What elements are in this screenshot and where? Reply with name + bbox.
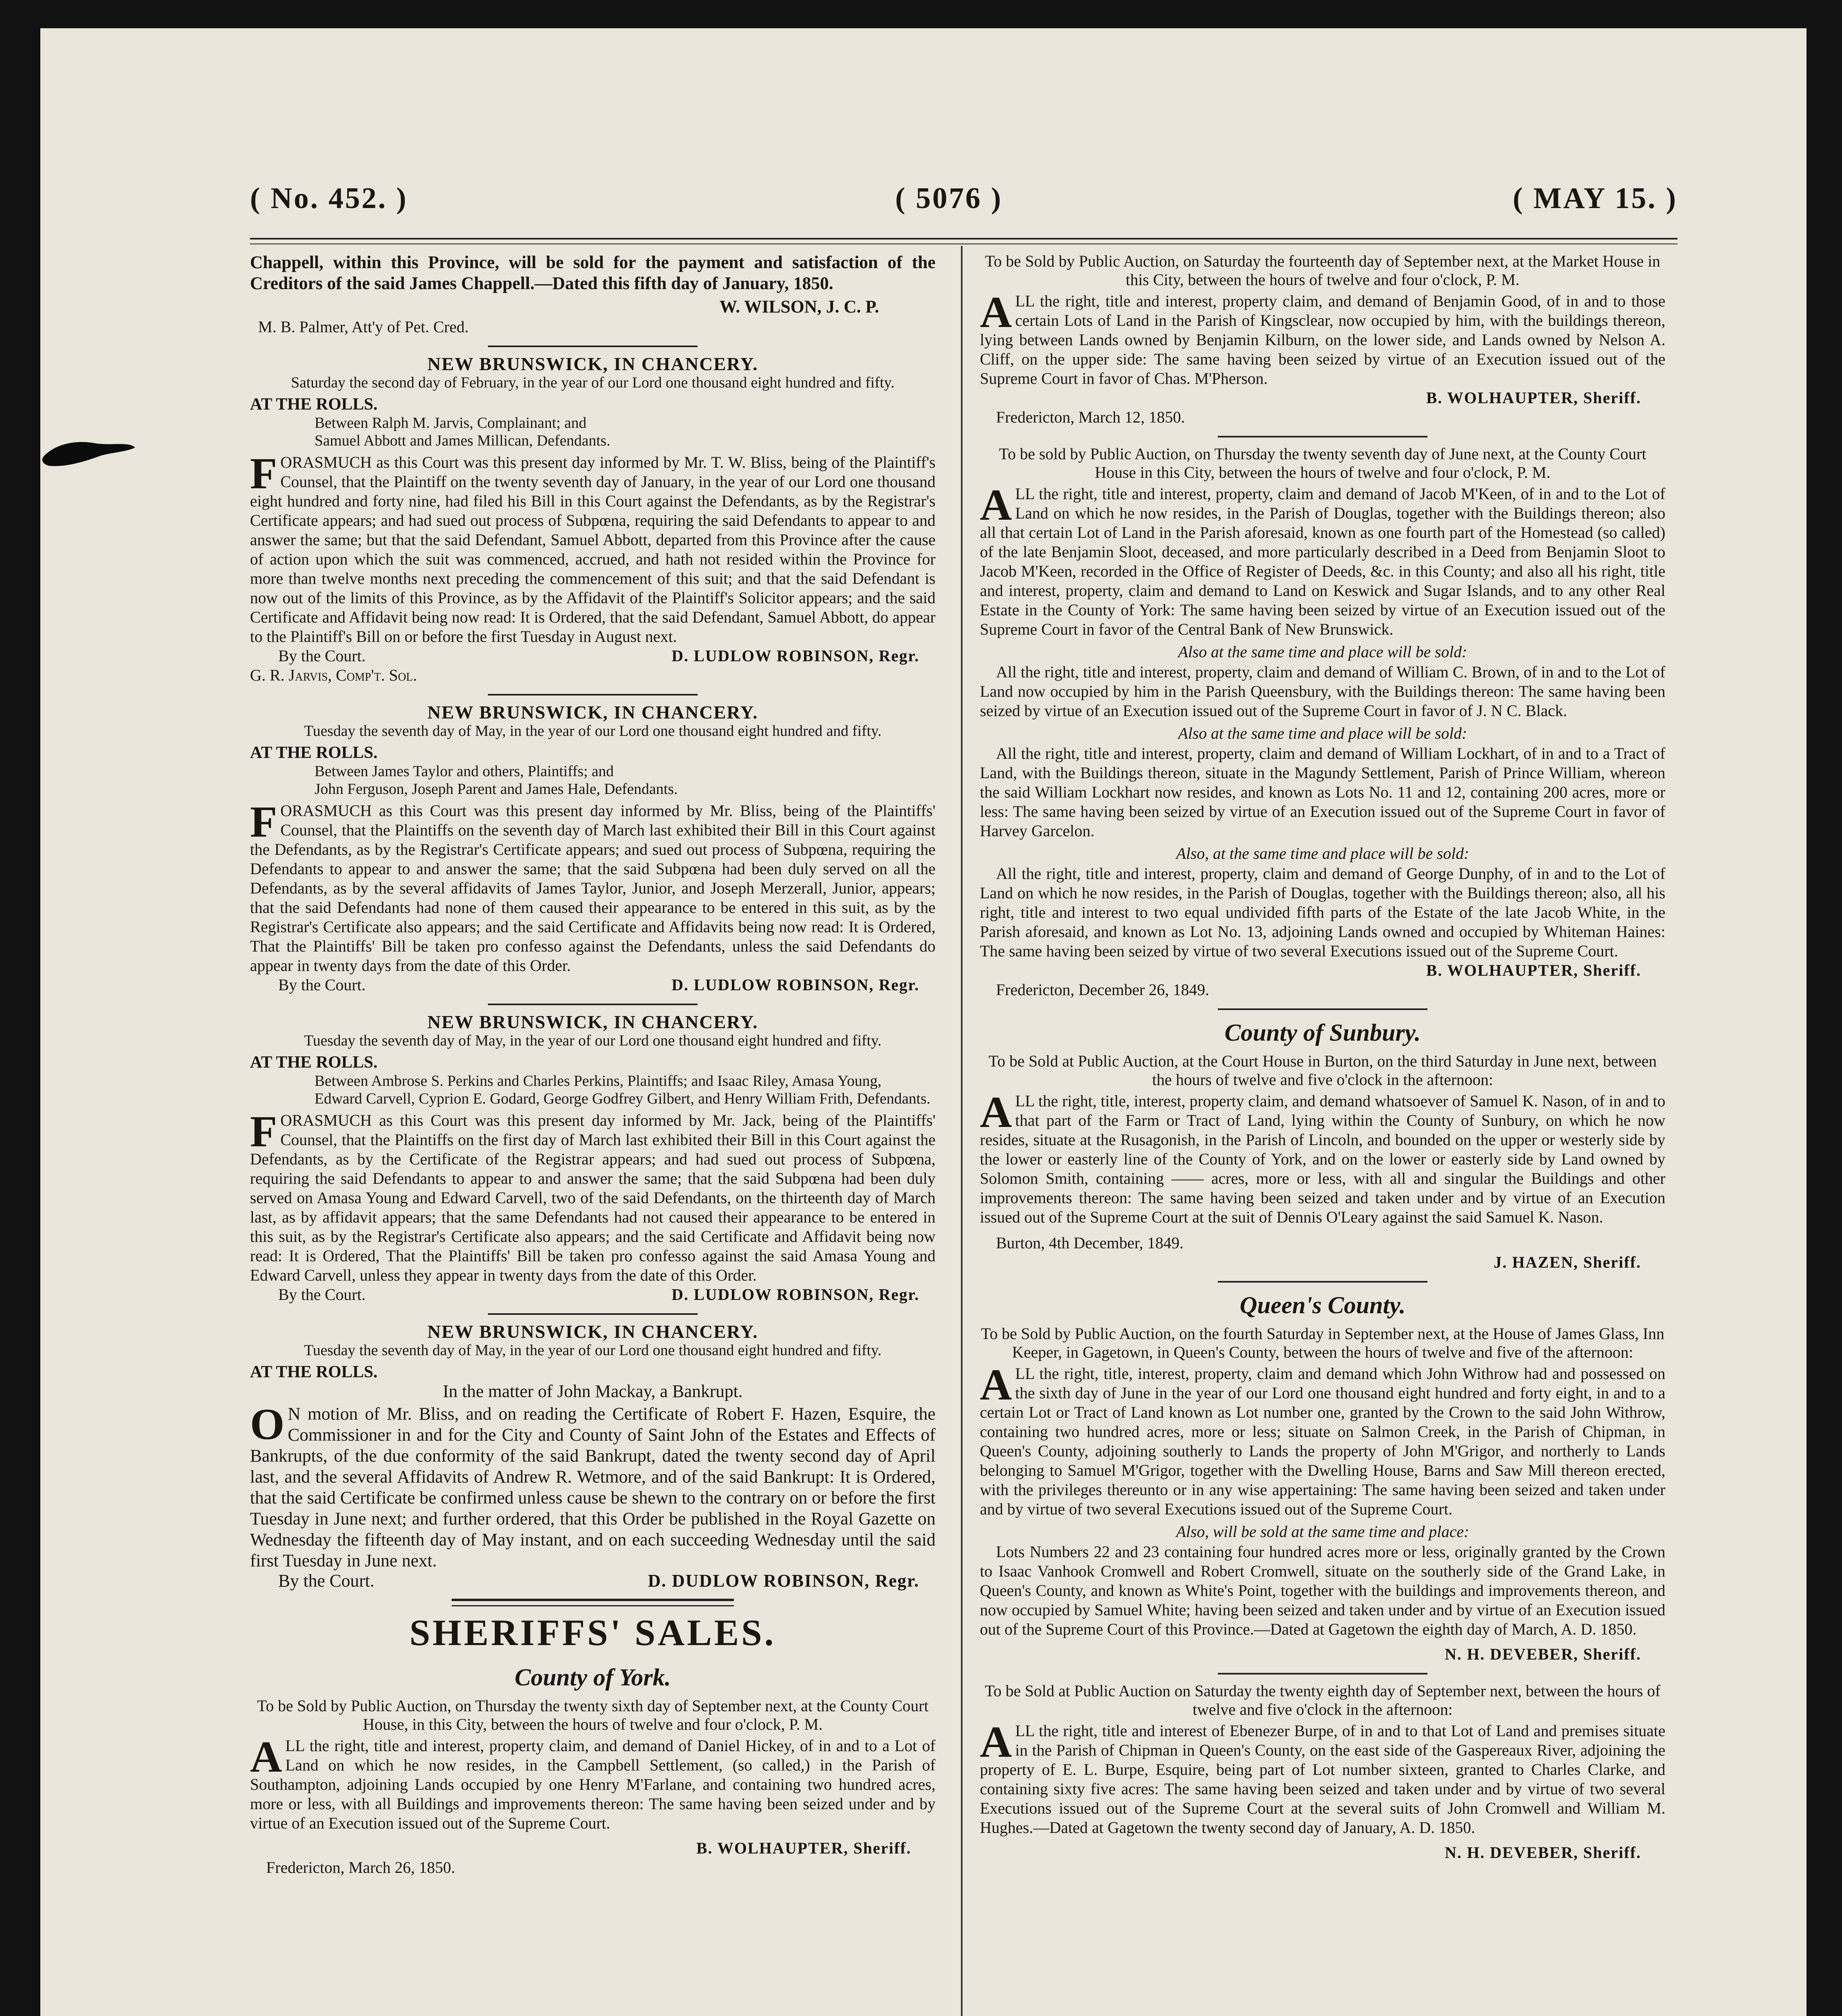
sale-text: All the right, title and interest, property, claim and demand of George Dunphy, of in and to the Lot of Land on which he now resides, in the Parish of Douglas, together with the Buildings thereon; also, all his right, title and interest to two equal undivided fifth parts of the Estate of the late Jacob White, in the Parish aforesaid, and known as Lot No. 13, adjoining Lands owned and occupied by Whiteman Haines: The same having been seized by virtue of two several Executions issued out of the Supreme Court.: [980, 864, 1665, 960]
section-rule: [1218, 436, 1427, 437]
drop-cap: F: [250, 1107, 277, 1156]
party-line: Between Ambrose S. Perkins and Charles Perkins, Plaintiffs; and Isaac Riley, Amasa Young, Edward Carvell, Cyprion E. Godard, George Godfrey Gilbert, and Henry William Frith, Defendants.: [315, 1073, 931, 1107]
sale-text: Lots Numbers 22 and 23 containing four hundred acres more or less, originally granted by the Crown to Isaac Vanhook Cromwell and Robert Cromwell, situate on the southerly side of the Grand Lake, in Queen's County, and known as White's Point, together with the buildings and improvements thereon, and now occupied by Samuel White; having been seized and taken under and by virtue of an Execution issued out of the Supreme Court of this Province.—Dated at Gagetown the eighth day of March, A. D. 1850.: [980, 1543, 1665, 1638]
issue-number: ( No. 452. ): [250, 182, 408, 215]
sale-text: ALL the right, title and interest, property claim, and demand of Benjamin Good, of in and to those certain Lots of Land in the Parish of Kingsclear, now occupied by him, with the buildings thereon, lying between Lands owned by Benjamin Kilburn, on the lower side, and Lands owned by Nelson A. Cliff, on the upper side: The same having been seized by virtue of an Execution issued out of the Supreme Court in favor of Chas. M'Pherson.: [980, 287, 1665, 387]
sale-text: ALL the right, title and interest, property, claim and demand of Jacob M'Keen, of in and to the Lot of Land on which he now resides, in the Parish of Douglas, together with the Buildings thereon; also all that certain Lot of Land in the Parish aforesaid, known as one fourth part of the Homestead (so called) of the late Benjamin Sloot, deceased, and more particularly described in a Deed from Benjamin Sloot to Jacob M'Keen, recorded in the Office of Register of Deeds, &c. in this County; and also all his right, title and interest, property, claim and demand to Land on Keswick and Sugar Islands, and to any other Real Estate in the County of York: The same having been seized by virtue of an Execution issued out of the Supreme Court in favor of the Central Bank of New Brunswick.: [980, 480, 1665, 638]
column-divider: [961, 246, 963, 2016]
section-rule: [488, 1004, 698, 1005]
chancery-heading: NEW BRUNSWICK, IN CHANCERY.: [427, 1321, 758, 1342]
sheriff-signature: N. H. DEVEBER, Sheriff.: [1444, 1645, 1641, 1663]
sale-text: All the right, title and interest, property, claim and demand of William Lockhart, of in and to a Tract of Land, with the Buildings thereon, situate in the Magundy Settlement, Parish of Prince William, whereon the said William Lockhart now resides, and known as Lots No. 11 and 12, containing 200 acres, more or less: The same having been seized by virtue of an Execution issued out of the Supreme Court in favor of Harvey Garcelon.: [980, 744, 1665, 840]
sale-intro: To be Sold by Public Auction, on Thursday the twenty sixth day of September next, at the County Court House, in this City, between the hours of twelve and four o'clock, P. M.: [257, 1697, 929, 1733]
issue-date: ( MAY 15. ): [1513, 182, 1677, 215]
sheriffs-sales-title: SHERIFFS' SALES.: [409, 1612, 776, 1653]
gazette-page: [40, 28, 1807, 2016]
sale-intro: To be Sold at Public Auction on Saturday the twenty eighth day of September next, between the hours of twelve and five o'clock in the afternoon:: [985, 1682, 1661, 1718]
court-signature: By the Court. D. DUDLOW ROBINSON, Regr.: [278, 1571, 919, 1591]
section-rule: [1218, 1673, 1427, 1674]
at-the-rolls: AT THE ROLLS.: [250, 395, 378, 414]
chancery-date: Tuesday the seventh day of May, in the year of our Lord one thousand eight hundred and fifty.: [304, 1342, 882, 1359]
chappell-notice-text: Chappell, within this Province, will be sold for the payment and satisfaction of the Creditors of the said James Chappell.—Dated this fifth day of January, 1850.: [250, 252, 936, 293]
court-signature: By the Court. D. LUDLOW ROBINSON, Regr.: [278, 647, 919, 665]
also-sold-line: Also at the same time and place will be sold:: [1178, 643, 1467, 661]
party-line: Between James Taylor and others, Plaintiffs; and: [315, 763, 614, 780]
drop-cap: O: [250, 1400, 285, 1449]
page-header: [250, 181, 1677, 230]
sheriffs-rule: [452, 1599, 734, 1606]
sale-text: ALL the right, title, interest, property claim, and demand whatsoever of Samuel K. Nason, of in and to that part of the Farm or Tract of Land, lying within the County of Sunbury, on which he now resides, situate at the Rusagonish, in the Parish of Lincoln, and bounded on the upper or westerly side by the lower or easterly line of the County of York, and on the lower or easterly side by Land owned by Solomon Smith, containing —— acres, more or less, with all and singular the Buildings and other improvements thereon: The same having been seized and taken under and by virtue of an Execution issued out of the Supreme Court at the suit of Dennis O'Leary against the said Samuel K. Nason.: [980, 1087, 1665, 1226]
bankrupt-matter: In the matter of John Mackay, a Bankrupt.: [443, 1381, 743, 1401]
right-column: [980, 252, 1665, 1862]
also-sold-line: Also, at the same time and place will be sold:: [1176, 844, 1469, 862]
sale-text: ALL the right, title, interest, property, claim and demand which John Withrow had and possessed on the sixth day of June in the year of our Lord one thousand eight hundred and forty eight, in and to a certain Lot or Tract of Land known as Lot number one, granted by the Crown to the said John Withrow, containing two hundred acres, more or less; situate on Salmon Creek, in the Parish of Chipman, in Queen's County, adjoining southerly to Lands the property of John M'Grigor, and northerly to Lands belonging to Samuel M'Grigor, together with the Dwelling House, Barns and Saw Mill thereon erected, with the privileges thereunto or in any wise appertaining: The same having been seized and taken under and by virtue of two several Executions issued out of the Supreme Court.: [980, 1360, 1665, 1518]
sheriff-signature: J. HAZEN, Sheriff.: [1494, 1253, 1641, 1271]
chancery-order-text: FORASMUCH as this Court was this present day informed by Mr. Jack, being of the Plaintiffs' Counsel, that the Plaintiffs on the first day of March last exhibited their Bill in this Court against the Defendants, as by the Certificate of the Registrar appears; and had sued out process of Subpœna, requiring the said Defendants to appear to and answer the same; that the said Subpœna had been duly served on Amasa Young and Edward Carvell, two of the said Defendants, on the thirteenth day of March last, as by affidavit appears; that the same Defendants had not caused their appearance to be entered in this suit, as by the Registrar's Certificate also appears; and the said Certificate and Affidavit being now read: It is Ordered, That the Plaintiffs' Bill be taken pro confesso against the said Amasa Young and Edward Carvell, unless they appear in twenty days from the date of this Order.: [250, 1107, 936, 1284]
chancery-date: Saturday the second day of February, in the year of our Lord one thousand eight hundred and fifty.: [291, 374, 895, 391]
county-york-title: County of York.: [515, 1664, 671, 1691]
chancery-order-text: FORASMUCH as this Court was this present day informed by Mr. Bliss, being of the Plaintiffs' Counsel, that the Plaintiffs on the seventh day of March last exhibited their Bill in this Court against the Defendants, as by the Registrar's Certificate appears; and sued out process of Subpœna, requiring the Defendants to appear to and answer the same; that the said Subpœna had been duly served on all the Defendants, as by the several affidavits of James Taylor, Junior, and Joseph Merzerall, Junior, appears; that the said Defendants had none of them caused their appearance to be entered in this suit, as by the Registrar's Certificate also appears; and the said Certificate and Affidavits being now read: It is Ordered, That the Plaintiffs' Bill be taken pro confesso against the Defendants, unless the said Defendants do appear in twenty days from the date of this Order.: [250, 797, 936, 975]
section-rule: [1218, 1281, 1427, 1283]
party-line: Between Ralph M. Jarvis, Complainant; and: [315, 414, 587, 431]
drop-cap: A: [980, 1087, 1012, 1137]
at-the-rolls: AT THE ROLLS.: [250, 744, 378, 762]
drop-cap: A: [980, 1360, 1012, 1409]
chappell-attorney: M. B. Palmer, Att'y of Pet. Cred.: [258, 318, 469, 336]
chancery-heading: NEW BRUNSWICK, IN CHANCERY.: [427, 702, 758, 723]
sale-text: ALL the right, title and interest, property claim, and demand of Daniel Hickey, of in and to a Lot of Land on which he now resides, in the Campbell Settlement, (so called,) in the Parish of Southampton, adjoining Lands occupied by one Henry M'Farlane, and containing two hundred acres, more or less, with all Buildings and improvements thereon: The same having been seized under and by virtue of an Execution issued out of the Supreme Court.: [250, 1732, 936, 1832]
at-the-rolls: AT THE ROLLS.: [250, 1363, 378, 1381]
sale-intro: To be sold by Public Auction, on Thursday the twenty seventh day of June next, at the County Court House in this City, between the hours of twelve and four o'clock, P. M.: [999, 445, 1646, 481]
also-sold-line: Also at the same time and place will be sold:: [1178, 724, 1467, 742]
drop-cap: A: [980, 287, 1012, 337]
court-signature: By the Court. D. LUDLOW ROBINSON, Regr.: [278, 1285, 919, 1304]
ink-blot-mark: [40, 427, 137, 476]
also-sold-line: Also, will be sold at the same time and place:: [1176, 1522, 1469, 1541]
section-rule: [488, 1313, 698, 1315]
drop-cap: F: [250, 449, 277, 498]
drop-cap: A: [980, 480, 1012, 529]
sale-dated: Fredericton, December 26, 1849.: [996, 981, 1209, 999]
header-rule: [250, 238, 1677, 244]
left-column: [250, 252, 936, 1877]
sale-intro: To be Sold at Public Auction, at the Court House in Burton, on the third Saturday in June next, between the hours of twelve and five o'clock in the afternoon:: [988, 1052, 1657, 1089]
court-signature: By the Court. D. LUDLOW ROBINSON, Regr.: [278, 976, 919, 994]
section-rule: [1218, 1008, 1427, 1010]
sale-dated: Fredericton, March 12, 1850.: [996, 408, 1185, 426]
chappell-signature: W. WILSON, J. C. P.: [719, 297, 879, 317]
sale-intro: To be Sold by Public Auction, on the fourth Saturday in September next, at the House of James Glass, Inn Keeper, in Gagetown, in Queen's County, between the hours of twelve and five of the afternoon:: [981, 1325, 1665, 1361]
party-line: John Ferguson, Joseph Parent and James Hale, Defendants.: [315, 781, 678, 798]
sale-text: All the right, title and interest, property, claim and demand of William C. Brown, of in and to the Lot of Land now occupied by him in the Parish Queensbury, with the Buildings thereon: The same having been seized by virtue of an Execution issued out of the Supreme Court in favor of J. N C. Black.: [980, 663, 1665, 720]
bankrupt-order-text: O N motion of Mr. Bliss, and on reading the Certificate of Robert F. Hazen, Esquire, the Commissioner in and for the City and County of Saint John of the Estates and Effects of Bankrupts, of the due conformity of the said Bankrupt, dated the twenty second day of April last, and the several Affidavits of Andrew R. Wetmore, and of the said Bankrupt: It is Ordered, that the said Certificate be confirmed unless cause be shewn to the contrary on or before the first Tuesday in June next; and further ordered, that this Order be published in the Royal Gazette on Wednesday the fifteenth day of May instant, and on each succeeding Wednesday until the said first Tuesday in June next.: [250, 1400, 936, 1570]
chancery-heading: NEW BRUNSWICK, IN CHANCERY.: [427, 1012, 758, 1032]
party-line: Samuel Abbott and James Millican, Defendants.: [315, 432, 611, 449]
sheriff-signature: B. WOLHAUPTER, Sheriff.: [696, 1839, 911, 1857]
drop-cap: F: [250, 797, 277, 846]
drop-cap: A: [250, 1732, 282, 1781]
sale-intro: To be Sold by Public Auction, on Saturday the fourteenth day of September next, at the Market House in this City, between the hours of twelve and four o'clock, P. M.: [985, 252, 1661, 289]
county-queens-title: Queen's County.: [1240, 1292, 1406, 1318]
section-rule: [488, 694, 698, 696]
chancery-heading: NEW BRUNSWICK, IN CHANCERY.: [427, 354, 758, 374]
at-the-rolls: AT THE ROLLS.: [250, 1053, 378, 1072]
chancery-date: Tuesday the seventh day of May, in the year of our Lord one thousand eight hundred and fifty.: [304, 723, 882, 739]
sheriff-signature: B. WOLHAUPTER, Sheriff.: [1426, 389, 1641, 407]
drop-cap: A: [980, 1717, 1012, 1766]
sheriff-signature: N. H. DEVEBER, Sheriff.: [1444, 1843, 1641, 1862]
sale-dated: Fredericton, March 26, 1850.: [266, 1858, 455, 1876]
section-rule: [488, 346, 698, 347]
sale-dated: Burton, 4th December, 1849.: [996, 1234, 1184, 1252]
chancery-order-text: FORASMUCH as this Court was this present day informed by Mr. T. W. Bliss, being of the Plaintiff's Counsel, that the Plaintiff on the twenty seventh day of January, in the year of our Lord one thousand eight hundred and forty nine, had filed his Bill in this Court against the Defendants, as by the Registrar's Certificate appears; and had sued out process of Subpœna, requiring the said Defendants to appear to and answer the same; but that the said Defendant, Samuel Abbott, departed from this Province after the cause of action upon which the suit was commenced, accrued, and hath not resided within the Province for more than twelve months next preceding the commencement of this suit; and that the said Defendant is now out of the limits of this Province, as by the Affidavit of the Plaintiff's Solicitor appears; and the said Certificate and Affidavit being now read: It is Ordered, that the said Defendant, Samuel Abbott, do appear to the Plaintiff's Bill on or before the first Tuesday in August next.: [250, 449, 936, 646]
sheriff-signature: B. WOLHAUPTER, Sheriff.: [1426, 961, 1641, 979]
chancery-date: Tuesday the seventh day of May, in the year of our Lord one thousand eight hundred and fifty.: [304, 1032, 882, 1049]
county-sunbury-title: County of Sunbury.: [1224, 1019, 1421, 1046]
solicitor-line: G. R. Jarvis, Comp't. Sol.: [250, 666, 417, 684]
sale-text: ALL the right, title and interest of Ebenezer Burpe, of in and to that Lot of Land and premises situate in the Parish of Chipman in Queen's County, on the east side of the Gaspereaux River, adjoining the property of E. L. Burpe, Esquire, being part of Lot number sixteen, granted to Charles Clarke, and containing sixty five acres: The same having been seized and taken under and by virtue of two several Executions issued out of the Supreme Court at the several suits of John Cromwell and William M. Hughes.—Dated at Gagetown the twenty second day of January, A. D. 1850.: [980, 1717, 1665, 1837]
page-number: ( 5076 ): [895, 182, 1003, 215]
